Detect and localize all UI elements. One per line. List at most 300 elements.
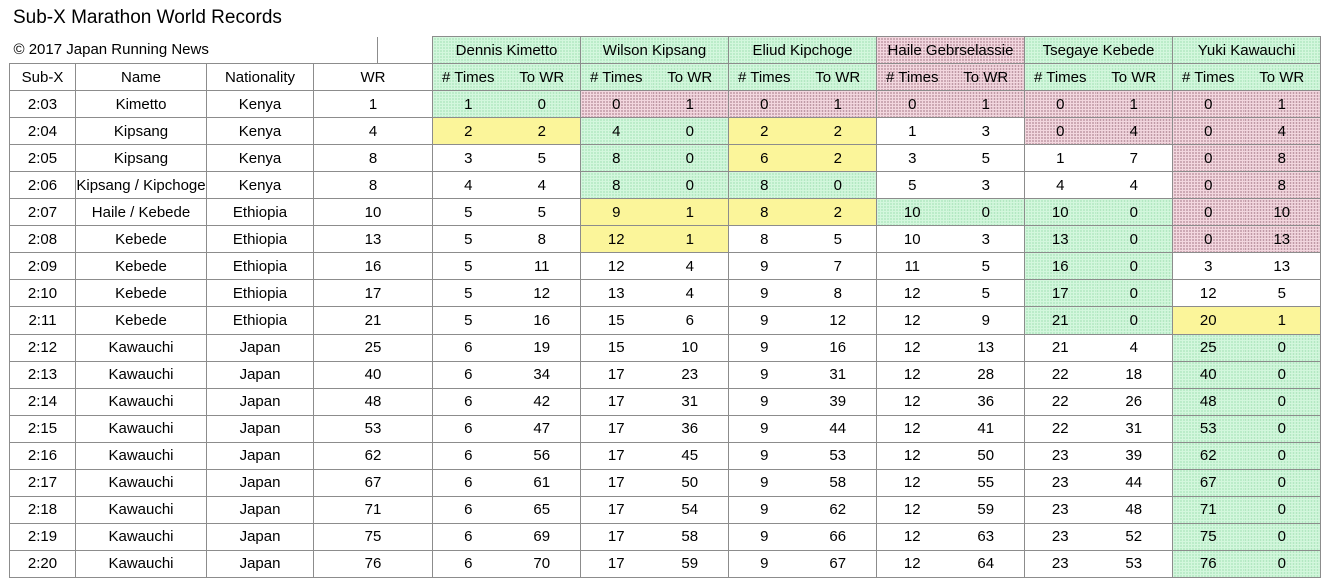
times-cell: 3: [1173, 253, 1244, 280]
wr-cell: 48: [314, 388, 433, 415]
times-cell: 17: [581, 442, 652, 469]
to-wr-cell: 61: [504, 469, 581, 496]
to-wr-cell: 69: [504, 523, 581, 550]
to-wr-cell: 56: [504, 442, 581, 469]
times-cell: 0: [1025, 91, 1096, 118]
times-cell: 9: [729, 280, 800, 307]
times-cell: 12: [877, 280, 948, 307]
to-wr-cell: 7: [800, 253, 877, 280]
times-cell: 22: [1025, 361, 1096, 388]
wr-cell: 71: [314, 496, 433, 523]
name-cell: Kipsang: [76, 118, 207, 145]
col-header-times: # Times: [877, 64, 948, 91]
times-cell: 21: [1025, 307, 1096, 334]
to-wr-cell: 12: [504, 280, 581, 307]
times-cell: 10: [877, 199, 948, 226]
to-wr-cell: 64: [948, 550, 1025, 577]
to-wr-cell: 7: [1096, 145, 1173, 172]
times-cell: 9: [729, 253, 800, 280]
nationality-cell: Japan: [207, 361, 314, 388]
to-wr-cell: 0: [1244, 334, 1321, 361]
col-header-to-wr: To WR: [1096, 64, 1173, 91]
to-wr-cell: 67: [800, 550, 877, 577]
times-cell: 10: [1025, 199, 1096, 226]
times-cell: 1: [877, 118, 948, 145]
times-cell: 71: [1173, 496, 1244, 523]
times-cell: 23: [1025, 496, 1096, 523]
times-cell: 0: [1173, 118, 1244, 145]
times-cell: 15: [581, 307, 652, 334]
col-header-name: Name: [76, 64, 207, 91]
to-wr-cell: 0: [1244, 523, 1321, 550]
to-wr-cell: 8: [1244, 145, 1321, 172]
to-wr-cell: 0: [652, 145, 729, 172]
times-cell: 8: [729, 199, 800, 226]
name-cell: Kipsang / Kipchoge: [76, 172, 207, 199]
times-cell: 67: [1173, 469, 1244, 496]
to-wr-cell: 55: [948, 469, 1025, 496]
to-wr-cell: 8: [504, 226, 581, 253]
name-cell: Kawauchi: [76, 442, 207, 469]
times-cell: 12: [877, 496, 948, 523]
times-cell: 17: [581, 388, 652, 415]
table-row: [10, 145, 1321, 172]
to-wr-cell: 5: [504, 145, 581, 172]
to-wr-cell: 12: [800, 307, 877, 334]
to-wr-cell: 28: [948, 361, 1025, 388]
to-wr-cell: 1: [652, 199, 729, 226]
to-wr-cell: 4: [1096, 334, 1173, 361]
to-wr-cell: 4: [1096, 118, 1173, 145]
times-cell: 4: [581, 118, 652, 145]
times-cell: 0: [1173, 199, 1244, 226]
nationality-cell: Ethiopia: [207, 226, 314, 253]
times-cell: 3: [877, 145, 948, 172]
to-wr-cell: 1: [652, 226, 729, 253]
nationality-cell: Kenya: [207, 118, 314, 145]
name-cell: Kebede: [76, 253, 207, 280]
times-cell: 0: [1025, 118, 1096, 145]
to-wr-cell: 0: [1244, 550, 1321, 577]
times-cell: 12: [877, 361, 948, 388]
table-row: [10, 253, 1321, 280]
col-header-to-wr: To WR: [800, 64, 877, 91]
times-cell: 1: [1025, 145, 1096, 172]
name-cell: Kebede: [76, 226, 207, 253]
nationality-cell: Japan: [207, 334, 314, 361]
table-row: [10, 334, 1321, 361]
times-cell: 10: [877, 226, 948, 253]
to-wr-cell: 1: [948, 91, 1025, 118]
table-row: [10, 442, 1321, 469]
times-cell: 9: [729, 415, 800, 442]
subx-cell: 2:16: [10, 442, 76, 469]
times-cell: 17: [581, 550, 652, 577]
page-title: Sub-X Marathon World Records: [13, 7, 282, 28]
wr-cell: 10: [314, 199, 433, 226]
times-cell: 17: [581, 469, 652, 496]
times-cell: 12: [877, 334, 948, 361]
times-cell: 6: [729, 145, 800, 172]
to-wr-cell: 2: [800, 118, 877, 145]
name-cell: Kimetto: [76, 91, 207, 118]
wr-cell: 4: [314, 118, 433, 145]
times-cell: 8: [729, 172, 800, 199]
times-cell: 22: [1025, 388, 1096, 415]
to-wr-cell: 2: [800, 145, 877, 172]
name-cell: Kebede: [76, 280, 207, 307]
times-cell: 23: [1025, 469, 1096, 496]
runner-header: Dennis Kimetto: [433, 37, 581, 64]
wr-cell: 1: [314, 91, 433, 118]
to-wr-cell: 4: [1244, 118, 1321, 145]
times-cell: 75: [1173, 523, 1244, 550]
to-wr-cell: 5: [504, 199, 581, 226]
col-header-to-wr: To WR: [1244, 64, 1321, 91]
to-wr-cell: 11: [504, 253, 581, 280]
subx-cell: 2:10: [10, 280, 76, 307]
to-wr-cell: 2: [800, 199, 877, 226]
to-wr-cell: 36: [652, 415, 729, 442]
nationality-cell: Japan: [207, 442, 314, 469]
to-wr-cell: 0: [1096, 307, 1173, 334]
to-wr-cell: 10: [1244, 199, 1321, 226]
name-cell: Kawauchi: [76, 496, 207, 523]
to-wr-cell: 58: [800, 469, 877, 496]
to-wr-cell: 0: [1096, 226, 1173, 253]
times-cell: 6: [433, 469, 504, 496]
wr-cell: 40: [314, 361, 433, 388]
subx-cell: 2:04: [10, 118, 76, 145]
to-wr-cell: 0: [1244, 496, 1321, 523]
to-wr-cell: 1: [1244, 91, 1321, 118]
times-cell: 2: [729, 118, 800, 145]
times-cell: 4: [1025, 172, 1096, 199]
times-cell: 40: [1173, 361, 1244, 388]
to-wr-cell: 10: [652, 334, 729, 361]
name-cell: Kawauchi: [76, 469, 207, 496]
wr-cell: 16: [314, 253, 433, 280]
subx-cell: 2:11: [10, 307, 76, 334]
times-cell: 12: [1173, 280, 1244, 307]
to-wr-cell: 0: [652, 172, 729, 199]
times-cell: 23: [1025, 550, 1096, 577]
times-cell: 21: [1025, 334, 1096, 361]
name-cell: Haile / Kebede: [76, 199, 207, 226]
times-cell: 17: [581, 415, 652, 442]
times-cell: 9: [729, 550, 800, 577]
times-cell: 0: [729, 91, 800, 118]
to-wr-cell: 41: [948, 415, 1025, 442]
runner-header: Haile Gebrselassie: [877, 37, 1025, 64]
to-wr-cell: 39: [1096, 442, 1173, 469]
times-cell: 4: [433, 172, 504, 199]
to-wr-cell: 23: [652, 361, 729, 388]
to-wr-cell: 3: [948, 226, 1025, 253]
to-wr-cell: 0: [1096, 253, 1173, 280]
subx-cell: 2:05: [10, 145, 76, 172]
to-wr-cell: 13: [1244, 253, 1321, 280]
times-cell: 17: [581, 496, 652, 523]
times-cell: 17: [581, 361, 652, 388]
nationality-cell: Ethiopia: [207, 253, 314, 280]
to-wr-cell: 1: [652, 91, 729, 118]
col-header-wr: WR: [314, 64, 433, 91]
to-wr-cell: 42: [504, 388, 581, 415]
times-cell: 5: [433, 307, 504, 334]
times-cell: 53: [1173, 415, 1244, 442]
times-cell: 0: [877, 91, 948, 118]
nationality-cell: Japan: [207, 415, 314, 442]
subx-cell: 2:12: [10, 334, 76, 361]
to-wr-cell: 63: [948, 523, 1025, 550]
wr-cell: 53: [314, 415, 433, 442]
to-wr-cell: 5: [948, 253, 1025, 280]
nationality-cell: Ethiopia: [207, 307, 314, 334]
times-cell: 6: [433, 550, 504, 577]
times-cell: 17: [581, 523, 652, 550]
times-cell: 5: [433, 253, 504, 280]
times-cell: 0: [1173, 172, 1244, 199]
nationality-cell: Japan: [207, 550, 314, 577]
times-cell: 5: [433, 280, 504, 307]
table-row: [10, 496, 1321, 523]
to-wr-cell: 5: [1244, 280, 1321, 307]
name-cell: Kawauchi: [76, 415, 207, 442]
times-cell: 0: [1173, 226, 1244, 253]
wr-cell: 13: [314, 226, 433, 253]
subx-cell: 2:08: [10, 226, 76, 253]
times-cell: 6: [433, 523, 504, 550]
blank-cell: [314, 37, 378, 64]
nationality-cell: Japan: [207, 469, 314, 496]
to-wr-cell: 4: [652, 280, 729, 307]
times-cell: 15: [581, 334, 652, 361]
to-wr-cell: 44: [800, 415, 877, 442]
to-wr-cell: 59: [948, 496, 1025, 523]
subx-cell: 2:20: [10, 550, 76, 577]
col-header-to-wr: To WR: [652, 64, 729, 91]
col-header-nationality: Nationality: [207, 64, 314, 91]
times-cell: 12: [581, 226, 652, 253]
times-cell: 12: [877, 550, 948, 577]
name-cell: Kawauchi: [76, 334, 207, 361]
to-wr-cell: 54: [652, 496, 729, 523]
wr-cell: 62: [314, 442, 433, 469]
to-wr-cell: 70: [504, 550, 581, 577]
to-wr-cell: 44: [1096, 469, 1173, 496]
times-cell: 9: [729, 469, 800, 496]
runner-header: Yuki Kawauchi: [1173, 37, 1321, 64]
times-cell: 9: [729, 307, 800, 334]
times-cell: 12: [877, 469, 948, 496]
wr-cell: 17: [314, 280, 433, 307]
to-wr-cell: 47: [504, 415, 581, 442]
subx-cell: 2:19: [10, 523, 76, 550]
times-cell: 6: [433, 442, 504, 469]
to-wr-cell: 34: [504, 361, 581, 388]
table-body: [10, 37, 1321, 578]
to-wr-cell: 45: [652, 442, 729, 469]
to-wr-cell: 0: [1096, 280, 1173, 307]
wr-cell: 67: [314, 469, 433, 496]
times-cell: 9: [729, 388, 800, 415]
to-wr-cell: 26: [1096, 388, 1173, 415]
runner-header-row: [10, 37, 1321, 64]
blank-cell: [378, 37, 433, 64]
to-wr-cell: 8: [800, 280, 877, 307]
to-wr-cell: 8: [1244, 172, 1321, 199]
to-wr-cell: 5: [948, 280, 1025, 307]
runner-header: Eliud Kipchoge: [729, 37, 877, 64]
times-cell: 9: [729, 496, 800, 523]
to-wr-cell: 48: [1096, 496, 1173, 523]
times-cell: 6: [433, 388, 504, 415]
to-wr-cell: 0: [948, 199, 1025, 226]
to-wr-cell: 0: [1244, 442, 1321, 469]
to-wr-cell: 31: [1096, 415, 1173, 442]
times-cell: 23: [1025, 523, 1096, 550]
times-cell: 9: [729, 523, 800, 550]
times-cell: 5: [877, 172, 948, 199]
name-cell: Kawauchi: [76, 550, 207, 577]
col-header-times: # Times: [433, 64, 504, 91]
table-row: [10, 550, 1321, 577]
to-wr-cell: 58: [652, 523, 729, 550]
times-cell: 13: [1025, 226, 1096, 253]
times-cell: 8: [581, 172, 652, 199]
times-cell: 12: [877, 307, 948, 334]
table-row: [10, 91, 1321, 118]
to-wr-cell: 13: [948, 334, 1025, 361]
name-cell: Kawauchi: [76, 388, 207, 415]
times-cell: 9: [581, 199, 652, 226]
runner-header: Wilson Kipsang: [581, 37, 729, 64]
times-cell: 8: [729, 226, 800, 253]
times-cell: 22: [1025, 415, 1096, 442]
to-wr-cell: 0: [504, 91, 581, 118]
col-header-to-wr: To WR: [948, 64, 1025, 91]
wr-cell: 76: [314, 550, 433, 577]
table-row: [10, 199, 1321, 226]
to-wr-cell: 0: [1096, 199, 1173, 226]
table-row: [10, 307, 1321, 334]
table-row: [10, 280, 1321, 307]
times-cell: 6: [433, 334, 504, 361]
to-wr-cell: 3: [948, 118, 1025, 145]
times-cell: 12: [877, 388, 948, 415]
times-cell: 6: [433, 415, 504, 442]
to-wr-cell: 9: [948, 307, 1025, 334]
times-cell: 0: [1173, 145, 1244, 172]
table-row: [10, 172, 1321, 199]
times-cell: 9: [729, 361, 800, 388]
subx-cell: 2:06: [10, 172, 76, 199]
wr-cell: 21: [314, 307, 433, 334]
times-cell: 76: [1173, 550, 1244, 577]
nationality-cell: Kenya: [207, 91, 314, 118]
nationality-cell: Kenya: [207, 172, 314, 199]
to-wr-cell: 36: [948, 388, 1025, 415]
times-cell: 11: [877, 253, 948, 280]
wr-cell: 8: [314, 172, 433, 199]
to-wr-cell: 0: [1244, 415, 1321, 442]
nationality-cell: Japan: [207, 496, 314, 523]
times-cell: 48: [1173, 388, 1244, 415]
to-wr-cell: 1: [1244, 307, 1321, 334]
col-header-times: # Times: [581, 64, 652, 91]
table-row: [10, 469, 1321, 496]
to-wr-cell: 39: [800, 388, 877, 415]
to-wr-cell: 6: [652, 307, 729, 334]
to-wr-cell: 65: [504, 496, 581, 523]
times-cell: 1: [433, 91, 504, 118]
wr-cell: 75: [314, 523, 433, 550]
to-wr-cell: 4: [504, 172, 581, 199]
nationality-cell: Japan: [207, 523, 314, 550]
to-wr-cell: 50: [948, 442, 1025, 469]
times-cell: 6: [433, 361, 504, 388]
table-row: [10, 415, 1321, 442]
to-wr-cell: 5: [800, 226, 877, 253]
times-cell: 20: [1173, 307, 1244, 334]
times-cell: 12: [877, 415, 948, 442]
col-header-times: # Times: [729, 64, 800, 91]
to-wr-cell: 0: [800, 172, 877, 199]
records-table: [9, 36, 1321, 578]
copyright-note: © 2017 Japan Running News: [10, 37, 314, 64]
times-cell: 0: [581, 91, 652, 118]
times-cell: 17: [1025, 280, 1096, 307]
times-cell: 16: [1025, 253, 1096, 280]
to-wr-cell: 1: [1096, 91, 1173, 118]
table-row: [10, 523, 1321, 550]
to-wr-cell: 2: [504, 118, 581, 145]
subx-cell: 2:18: [10, 496, 76, 523]
to-wr-cell: 1: [800, 91, 877, 118]
table-row: [10, 388, 1321, 415]
to-wr-cell: 4: [1096, 172, 1173, 199]
times-cell: 2: [433, 118, 504, 145]
name-cell: Kawauchi: [76, 523, 207, 550]
wr-cell: 25: [314, 334, 433, 361]
to-wr-cell: 18: [1096, 361, 1173, 388]
wr-cell: 8: [314, 145, 433, 172]
subx-cell: 2:14: [10, 388, 76, 415]
to-wr-cell: 52: [1096, 523, 1173, 550]
times-cell: 9: [729, 442, 800, 469]
table-row: [10, 361, 1321, 388]
col-header-to-wr: To WR: [504, 64, 581, 91]
to-wr-cell: 53: [800, 442, 877, 469]
to-wr-cell: 0: [652, 118, 729, 145]
nationality-cell: Japan: [207, 388, 314, 415]
to-wr-cell: 31: [652, 388, 729, 415]
table-row: [10, 226, 1321, 253]
to-wr-cell: 16: [800, 334, 877, 361]
times-cell: 25: [1173, 334, 1244, 361]
to-wr-cell: 16: [504, 307, 581, 334]
subx-cell: 2:03: [10, 91, 76, 118]
name-cell: Kawauchi: [76, 361, 207, 388]
to-wr-cell: 3: [948, 172, 1025, 199]
to-wr-cell: 0: [1244, 469, 1321, 496]
to-wr-cell: 0: [1244, 361, 1321, 388]
runner-header: Tsegaye Kebede: [1025, 37, 1173, 64]
to-wr-cell: 4: [652, 253, 729, 280]
to-wr-cell: 59: [652, 550, 729, 577]
to-wr-cell: 31: [800, 361, 877, 388]
